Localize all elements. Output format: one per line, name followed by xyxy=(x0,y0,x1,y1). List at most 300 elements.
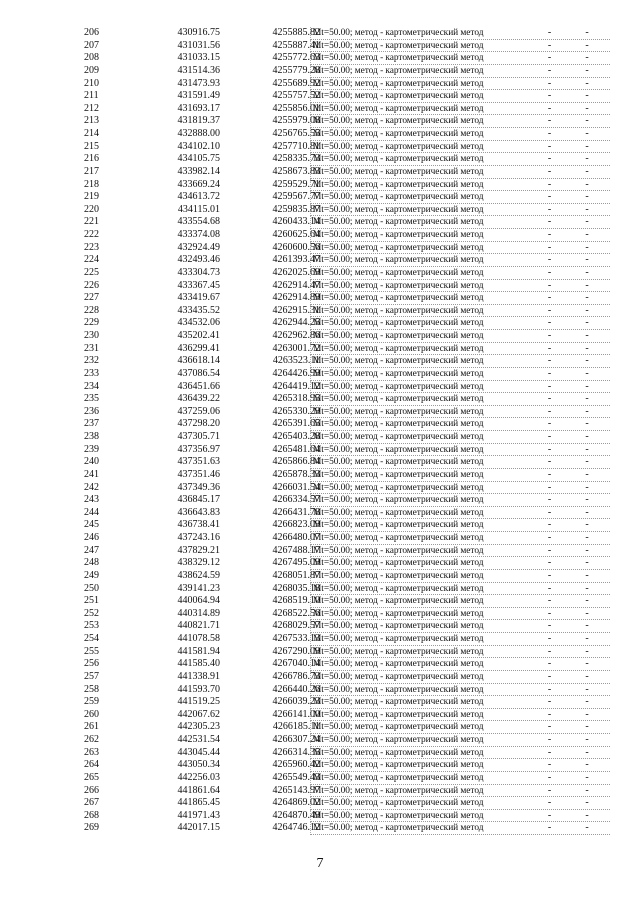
dash-cell: - xyxy=(585,544,589,556)
table-row xyxy=(70,166,610,179)
dash-cell: - xyxy=(585,532,589,543)
method-cell: Mt=50.00; метод - картометрический метод xyxy=(313,709,484,720)
y-coordinate-cell: 4265318.95 xyxy=(272,393,320,405)
dash-cell: - xyxy=(585,39,589,51)
x-coordinate-cell: 437351.46 xyxy=(177,468,220,480)
x-coordinate-cell: 437305.71 xyxy=(177,431,220,442)
point-number-cell: 230 xyxy=(84,330,99,341)
dash-cell: - xyxy=(547,431,552,442)
point-number-cell: 240 xyxy=(84,456,99,468)
table-row xyxy=(70,27,610,40)
y-coordinate-cell: 4259835.87 xyxy=(272,203,320,215)
dash-cell: - xyxy=(585,405,589,417)
dash-cell: - xyxy=(585,506,589,518)
y-coordinate-cell: 4258335.73 xyxy=(272,153,320,165)
point-number-cell: 262 xyxy=(84,734,99,745)
x-coordinate-cell: 441585.40 xyxy=(177,658,220,670)
x-coordinate-cell: 441865.45 xyxy=(177,797,220,809)
dash-cell: - xyxy=(585,431,589,442)
dash-cell: - xyxy=(585,153,589,165)
table-row xyxy=(70,90,610,103)
x-coordinate-cell: 440314.89 xyxy=(177,607,220,619)
point-number-cell: 248 xyxy=(84,557,99,569)
dash-cell: - xyxy=(547,77,552,89)
method-cell: Mt=50.00; метод - картометрический метод xyxy=(313,444,484,455)
table-row xyxy=(70,267,610,280)
dash-cell: - xyxy=(585,771,589,783)
method-cell: Mt=50.00; метод - картометрический метод xyxy=(313,646,484,657)
y-coordinate-cell: 4265866.84 xyxy=(272,456,320,468)
x-coordinate-cell: 432493.46 xyxy=(177,254,220,266)
method-cell: Mt=50.00; метод - картометрический метод xyxy=(313,242,484,253)
table-row xyxy=(70,431,610,444)
table-row xyxy=(70,368,610,381)
table-row xyxy=(70,65,610,78)
dash-cell: - xyxy=(547,557,552,569)
x-coordinate-cell: 442305.23 xyxy=(177,721,220,733)
y-coordinate-cell: 4267488.17 xyxy=(272,544,320,556)
table-row xyxy=(70,721,610,734)
point-number-cell: 255 xyxy=(84,645,99,657)
method-cell: Mt=50.00; метод - картометрический метод xyxy=(313,520,484,531)
y-coordinate-cell: 4265391.65 xyxy=(272,418,320,430)
dash-cell: - xyxy=(585,115,589,127)
table-row xyxy=(70,444,610,457)
x-coordinate-cell: 434613.72 xyxy=(177,191,220,203)
dash-cell: - xyxy=(547,797,552,809)
dash-cell: - xyxy=(585,569,589,581)
x-coordinate-cell: 441861.64 xyxy=(177,784,220,796)
y-coordinate-cell: 4263001.72 xyxy=(272,342,320,354)
y-coordinate-cell: 4266185.11 xyxy=(272,721,320,733)
point-number-cell: 219 xyxy=(84,191,99,203)
y-coordinate-cell: 4267533.13 xyxy=(272,633,320,644)
dash-cell: - xyxy=(547,64,552,76)
method-cell: Mt=50.00; метод - картометрический метод xyxy=(313,419,484,430)
x-coordinate-cell: 443050.34 xyxy=(177,759,220,771)
table-row xyxy=(70,482,610,495)
y-coordinate-cell: 4262944.25 xyxy=(272,317,320,329)
y-coordinate-cell: 4266431.78 xyxy=(272,506,320,518)
method-cell: Mt=50.00; метод - картометрический метод xyxy=(313,432,484,442)
dash-cell: - xyxy=(547,494,552,506)
y-coordinate-cell: 4264746.12 xyxy=(272,822,320,834)
dash-cell: - xyxy=(547,229,552,240)
point-number-cell: 207 xyxy=(84,39,99,51)
method-cell: Mt=50.00; метод - картометрический метод xyxy=(313,583,484,594)
method-cell: Mt=50.00; метод - картометрический метод xyxy=(313,280,484,291)
dash-cell: - xyxy=(547,468,552,480)
point-number-cell: 258 xyxy=(84,683,99,695)
y-coordinate-cell: 4263523.11 xyxy=(272,355,320,367)
method-cell: Mt=50.00; метод - картометрический метод xyxy=(313,659,484,670)
dash-cell: - xyxy=(585,797,589,809)
y-coordinate-cell: 4255757.52 xyxy=(272,90,320,102)
x-coordinate-cell: 441593.70 xyxy=(177,683,220,695)
method-cell: Mt=50.00; метод - картометрический метод xyxy=(313,772,484,783)
y-coordinate-cell: 4264426.99 xyxy=(272,367,320,379)
table-row xyxy=(70,583,610,596)
point-number-cell: 218 xyxy=(84,178,99,190)
y-coordinate-cell: 4266440.26 xyxy=(272,683,320,695)
y-coordinate-cell: 4266314.35 xyxy=(272,746,320,758)
dash-cell: - xyxy=(585,380,589,392)
dash-cell: - xyxy=(547,443,552,455)
y-coordinate-cell: 4255885.82 xyxy=(272,27,320,38)
x-coordinate-cell: 431473.93 xyxy=(177,77,220,89)
dash-cell: - xyxy=(585,633,589,644)
dash-cell: - xyxy=(547,809,552,821)
method-cell: Mt=50.00; метод - картометрический метод xyxy=(313,179,484,190)
point-number-cell: 210 xyxy=(84,77,99,89)
y-coordinate-cell: 4266039.23 xyxy=(272,696,320,708)
point-number-cell: 221 xyxy=(84,216,99,228)
y-coordinate-cell: 4255689.92 xyxy=(272,77,320,89)
dash-cell: - xyxy=(547,670,552,682)
y-coordinate-cell: 4258673.83 xyxy=(272,165,320,177)
dash-cell: - xyxy=(585,266,589,278)
y-coordinate-cell: 4267290.09 xyxy=(272,645,320,657)
dash-cell: - xyxy=(547,27,552,38)
table-row xyxy=(70,115,610,128)
dash-cell: - xyxy=(585,519,589,531)
table-row xyxy=(70,759,610,772)
dash-cell: - xyxy=(585,52,589,64)
method-cell: Mt=50.00; метод - картометрический метод xyxy=(313,823,484,834)
dash-cell: - xyxy=(547,620,552,632)
method-cell: Mt=50.00; метод - картометрический метод xyxy=(313,204,484,215)
x-coordinate-cell: 437259.06 xyxy=(177,405,220,417)
method-cell: Mt=50.00; метод - картометрический метод xyxy=(313,318,484,329)
method-cell: Mt=50.00; метод - картометрический метод xyxy=(313,810,484,821)
x-coordinate-cell: 434115.01 xyxy=(177,203,220,215)
x-coordinate-cell: 437243.16 xyxy=(177,532,220,543)
point-number-cell: 252 xyxy=(84,607,99,619)
x-coordinate-cell: 433419.67 xyxy=(177,292,220,304)
method-cell: Mt=50.00; метод - картометрический метод xyxy=(313,368,484,379)
x-coordinate-cell: 432888.00 xyxy=(177,128,220,139)
dash-cell: - xyxy=(547,203,552,215)
y-coordinate-cell: 4266307.24 xyxy=(272,734,320,745)
method-cell: Mt=50.00; метод - картометрический метод xyxy=(313,230,484,240)
dash-cell: - xyxy=(547,759,552,771)
point-number-cell: 249 xyxy=(84,569,99,581)
x-coordinate-cell: 441971.43 xyxy=(177,809,220,821)
table-row xyxy=(70,785,610,798)
point-number-cell: 215 xyxy=(84,140,99,152)
point-number-cell: 216 xyxy=(84,153,99,165)
method-cell: Mt=50.00; метод - картометрический метод xyxy=(313,356,484,367)
point-number-cell: 231 xyxy=(84,342,99,354)
dash-cell: - xyxy=(585,216,589,228)
method-cell: Mt=50.00; метод - картометрический метод xyxy=(313,621,484,632)
y-coordinate-cell: 4259529.71 xyxy=(272,178,320,190)
y-coordinate-cell: 4266480.07 xyxy=(272,532,320,543)
x-coordinate-cell: 442531.54 xyxy=(177,734,220,745)
dash-cell: - xyxy=(585,64,589,76)
table-row xyxy=(70,822,610,835)
dash-cell: - xyxy=(547,532,552,543)
table-row xyxy=(70,494,610,507)
point-number-cell: 246 xyxy=(84,532,99,543)
x-coordinate-cell: 431819.37 xyxy=(177,115,220,127)
method-cell: Mt=50.00; метод - картометрический метод xyxy=(313,545,484,556)
dash-cell: - xyxy=(585,254,589,266)
point-number-cell: 232 xyxy=(84,355,99,367)
x-coordinate-cell: 438329.12 xyxy=(177,557,220,569)
method-cell: Mt=50.00; метод - картометрический метод xyxy=(313,457,484,468)
y-coordinate-cell: 4268029.57 xyxy=(272,620,320,632)
x-coordinate-cell: 431033.15 xyxy=(177,52,220,64)
point-number-cell: 254 xyxy=(84,633,99,644)
method-cell: Mt=50.00; метод - картометрический метод xyxy=(313,634,484,644)
y-coordinate-cell: 4267040.14 xyxy=(272,658,320,670)
dash-cell: - xyxy=(585,355,589,367)
y-coordinate-cell: 4265960.42 xyxy=(272,759,320,771)
dash-cell: - xyxy=(547,317,552,329)
y-coordinate-cell: 4255979.08 xyxy=(272,115,320,127)
point-number-cell: 251 xyxy=(84,595,99,607)
y-coordinate-cell: 4262914.89 xyxy=(272,292,320,304)
table-row xyxy=(70,456,610,469)
y-coordinate-cell: 4255856.01 xyxy=(272,102,320,114)
table-row xyxy=(70,229,610,242)
point-number-cell: 238 xyxy=(84,431,99,442)
table-row xyxy=(70,40,610,53)
dash-cell: - xyxy=(585,746,589,758)
dash-cell: - xyxy=(585,342,589,354)
dash-cell: - xyxy=(547,115,552,127)
method-cell: Mt=50.00; метод - картометрический метод xyxy=(313,116,484,127)
y-coordinate-cell: 4260433.14 xyxy=(272,216,320,228)
x-coordinate-cell: 439141.23 xyxy=(177,582,220,594)
point-number-cell: 245 xyxy=(84,519,99,531)
point-number-cell: 260 xyxy=(84,708,99,720)
x-coordinate-cell: 440064.94 xyxy=(177,595,220,607)
dash-cell: - xyxy=(547,380,552,392)
dash-cell: - xyxy=(547,519,552,531)
y-coordinate-cell: 4259567.77 xyxy=(272,191,320,203)
x-coordinate-cell: 435202.41 xyxy=(177,330,220,341)
dash-cell: - xyxy=(585,418,589,430)
point-number-cell: 237 xyxy=(84,418,99,430)
table-row xyxy=(70,242,610,255)
table-row xyxy=(70,507,610,520)
table-row xyxy=(70,418,610,431)
y-coordinate-cell: 4267495.09 xyxy=(272,557,320,569)
dash-cell: - xyxy=(585,317,589,329)
y-coordinate-cell: 4266141.00 xyxy=(272,708,320,720)
dash-cell: - xyxy=(547,822,552,834)
point-number-cell: 226 xyxy=(84,279,99,291)
table-row xyxy=(70,608,610,621)
method-cell: Mt=50.00; метод - картометрический метод xyxy=(313,785,484,796)
dash-cell: - xyxy=(547,178,552,190)
x-coordinate-cell: 437298.20 xyxy=(177,418,220,430)
dash-cell: - xyxy=(547,292,552,304)
x-coordinate-cell: 436738.41 xyxy=(177,519,220,531)
method-cell: Mt=50.00; метод - картометрический метод xyxy=(313,305,484,316)
point-number-cell: 253 xyxy=(84,620,99,632)
method-cell: Mt=50.00; метод - картометрический метод xyxy=(313,495,484,506)
dash-cell: - xyxy=(585,90,589,102)
y-coordinate-cell: 4257710.81 xyxy=(272,140,320,152)
point-number-cell: 257 xyxy=(84,670,99,682)
dash-cell: - xyxy=(585,481,589,493)
dash-cell: - xyxy=(585,292,589,304)
point-number-cell: 242 xyxy=(84,481,99,493)
table-row xyxy=(70,406,610,419)
dash-cell: - xyxy=(547,456,552,468)
table-row xyxy=(70,52,610,65)
table-row xyxy=(70,305,610,318)
x-coordinate-cell: 433554.68 xyxy=(177,216,220,228)
dash-cell: - xyxy=(585,178,589,190)
dash-cell: - xyxy=(547,216,552,228)
method-cell: Mt=50.00; метод - картометрический метод xyxy=(313,255,484,266)
x-coordinate-cell: 433982.14 xyxy=(177,165,220,177)
dash-cell: - xyxy=(547,696,552,708)
point-number-cell: 268 xyxy=(84,809,99,821)
method-cell: Mt=50.00; метод - картометрический метод xyxy=(313,469,484,480)
method-cell: Mt=50.00; метод - картометрический метод xyxy=(313,65,484,76)
method-cell: Mt=50.00; метод - картометрический метод xyxy=(313,596,484,607)
y-coordinate-cell: 4265878.33 xyxy=(272,468,320,480)
y-coordinate-cell: 4261393.47 xyxy=(272,254,320,266)
dash-cell: - xyxy=(547,595,552,607)
point-number-cell: 250 xyxy=(84,582,99,594)
dash-cell: - xyxy=(547,355,552,367)
table-row xyxy=(70,381,610,394)
y-coordinate-cell: 4260625.64 xyxy=(272,229,320,240)
dash-cell: - xyxy=(547,153,552,165)
dash-cell: - xyxy=(585,759,589,771)
dash-cell: - xyxy=(585,165,589,177)
method-cell: Mt=50.00; метод - картометрический метод xyxy=(313,91,484,102)
dash-cell: - xyxy=(585,734,589,745)
method-cell: Mt=50.00; метод - картометрический метод xyxy=(313,78,484,89)
point-number-cell: 266 xyxy=(84,784,99,796)
method-cell: Mt=50.00; метод - картометрический метод xyxy=(313,394,484,405)
table-row xyxy=(70,709,610,722)
point-number-cell: 223 xyxy=(84,241,99,253)
method-cell: Mt=50.00; метод - картометрический метод xyxy=(313,343,484,354)
table-row xyxy=(70,317,610,330)
y-coordinate-cell: 4266823.09 xyxy=(272,519,320,531)
table-row xyxy=(70,292,610,305)
dash-cell: - xyxy=(547,39,552,51)
dash-cell: - xyxy=(585,191,589,203)
y-coordinate-cell: 4268051.87 xyxy=(272,569,320,581)
table-row xyxy=(70,254,610,267)
point-number-cell: 234 xyxy=(84,380,99,392)
y-coordinate-cell: 4256765.55 xyxy=(272,128,320,139)
dash-cell: - xyxy=(585,241,589,253)
x-coordinate-cell: 441078.58 xyxy=(177,633,220,644)
x-coordinate-cell: 438624.59 xyxy=(177,569,220,581)
point-number-cell: 239 xyxy=(84,443,99,455)
x-coordinate-cell: 442067.62 xyxy=(177,708,220,720)
dash-cell: - xyxy=(547,607,552,619)
y-coordinate-cell: 4265330.29 xyxy=(272,405,320,417)
y-coordinate-cell: 4260600.56 xyxy=(272,241,320,253)
point-number-cell: 211 xyxy=(84,90,99,102)
x-coordinate-cell: 441581.94 xyxy=(177,645,220,657)
x-coordinate-cell: 441338.91 xyxy=(177,670,220,682)
dash-cell: - xyxy=(547,569,552,581)
dash-cell: - xyxy=(547,405,552,417)
x-coordinate-cell: 437351.63 xyxy=(177,456,220,468)
dash-cell: - xyxy=(547,633,552,644)
dash-cell: - xyxy=(585,229,589,240)
table-row xyxy=(70,620,610,633)
point-number-cell: 269 xyxy=(84,822,99,834)
dash-cell: - xyxy=(585,27,589,38)
dash-cell: - xyxy=(547,771,552,783)
dash-cell: - xyxy=(585,128,589,139)
point-number-cell: 208 xyxy=(84,52,99,64)
method-cell: Mt=50.00; метод - картометрический метод xyxy=(313,533,484,543)
dash-cell: - xyxy=(547,128,552,139)
table-row xyxy=(70,772,610,785)
dash-cell: - xyxy=(547,708,552,720)
table-row xyxy=(70,191,610,204)
x-coordinate-cell: 431591.49 xyxy=(177,90,220,102)
table-row xyxy=(70,545,610,558)
dash-cell: - xyxy=(547,342,552,354)
point-number-cell: 209 xyxy=(84,64,99,76)
table-row xyxy=(70,595,610,608)
method-cell: Mt=50.00; метод - картометрический метод xyxy=(313,671,484,682)
point-number-cell: 233 xyxy=(84,367,99,379)
method-cell: Mt=50.00; метод - картометрический метод xyxy=(313,722,484,733)
method-cell: Mt=50.00; метод - картометрический метод xyxy=(313,103,484,114)
point-number-cell: 222 xyxy=(84,229,99,240)
x-coordinate-cell: 436299.41 xyxy=(177,342,220,354)
point-number-cell: 264 xyxy=(84,759,99,771)
dash-cell: - xyxy=(547,241,552,253)
x-coordinate-cell: 434532.06 xyxy=(177,317,220,329)
table-row xyxy=(70,216,610,229)
y-coordinate-cell: 4255887.41 xyxy=(272,39,320,51)
dash-cell: - xyxy=(547,481,552,493)
dash-cell: - xyxy=(585,443,589,455)
method-cell: Mt=50.00; метод - картометрический метод xyxy=(313,406,484,417)
table-row xyxy=(70,355,610,368)
point-number-cell: 228 xyxy=(84,304,99,316)
table-row xyxy=(70,78,610,91)
table-row xyxy=(70,633,610,646)
x-coordinate-cell: 442256.03 xyxy=(177,771,220,783)
y-coordinate-cell: 4262025.69 xyxy=(272,266,320,278)
y-coordinate-cell: 4264869.02 xyxy=(272,797,320,809)
point-number-cell: 261 xyxy=(84,721,99,733)
dash-cell: - xyxy=(585,721,589,733)
point-number-cell: 236 xyxy=(84,405,99,417)
dash-cell: - xyxy=(547,165,552,177)
method-cell: Mt=50.00; метод - картометрический метод xyxy=(313,217,484,228)
dash-cell: - xyxy=(585,77,589,89)
x-coordinate-cell: 432924.49 xyxy=(177,241,220,253)
y-coordinate-cell: 4262962.86 xyxy=(272,330,320,341)
point-number-cell: 244 xyxy=(84,506,99,518)
method-cell: Mt=50.00; метод - картометрический метод xyxy=(313,129,484,139)
method-cell: Mt=50.00; метод - картометрический метод xyxy=(313,141,484,152)
x-coordinate-cell: 431031.56 xyxy=(177,39,220,51)
dash-cell: - xyxy=(585,330,589,341)
dash-cell: - xyxy=(547,784,552,796)
method-cell: Mt=50.00; метод - картометрический метод xyxy=(313,507,484,518)
